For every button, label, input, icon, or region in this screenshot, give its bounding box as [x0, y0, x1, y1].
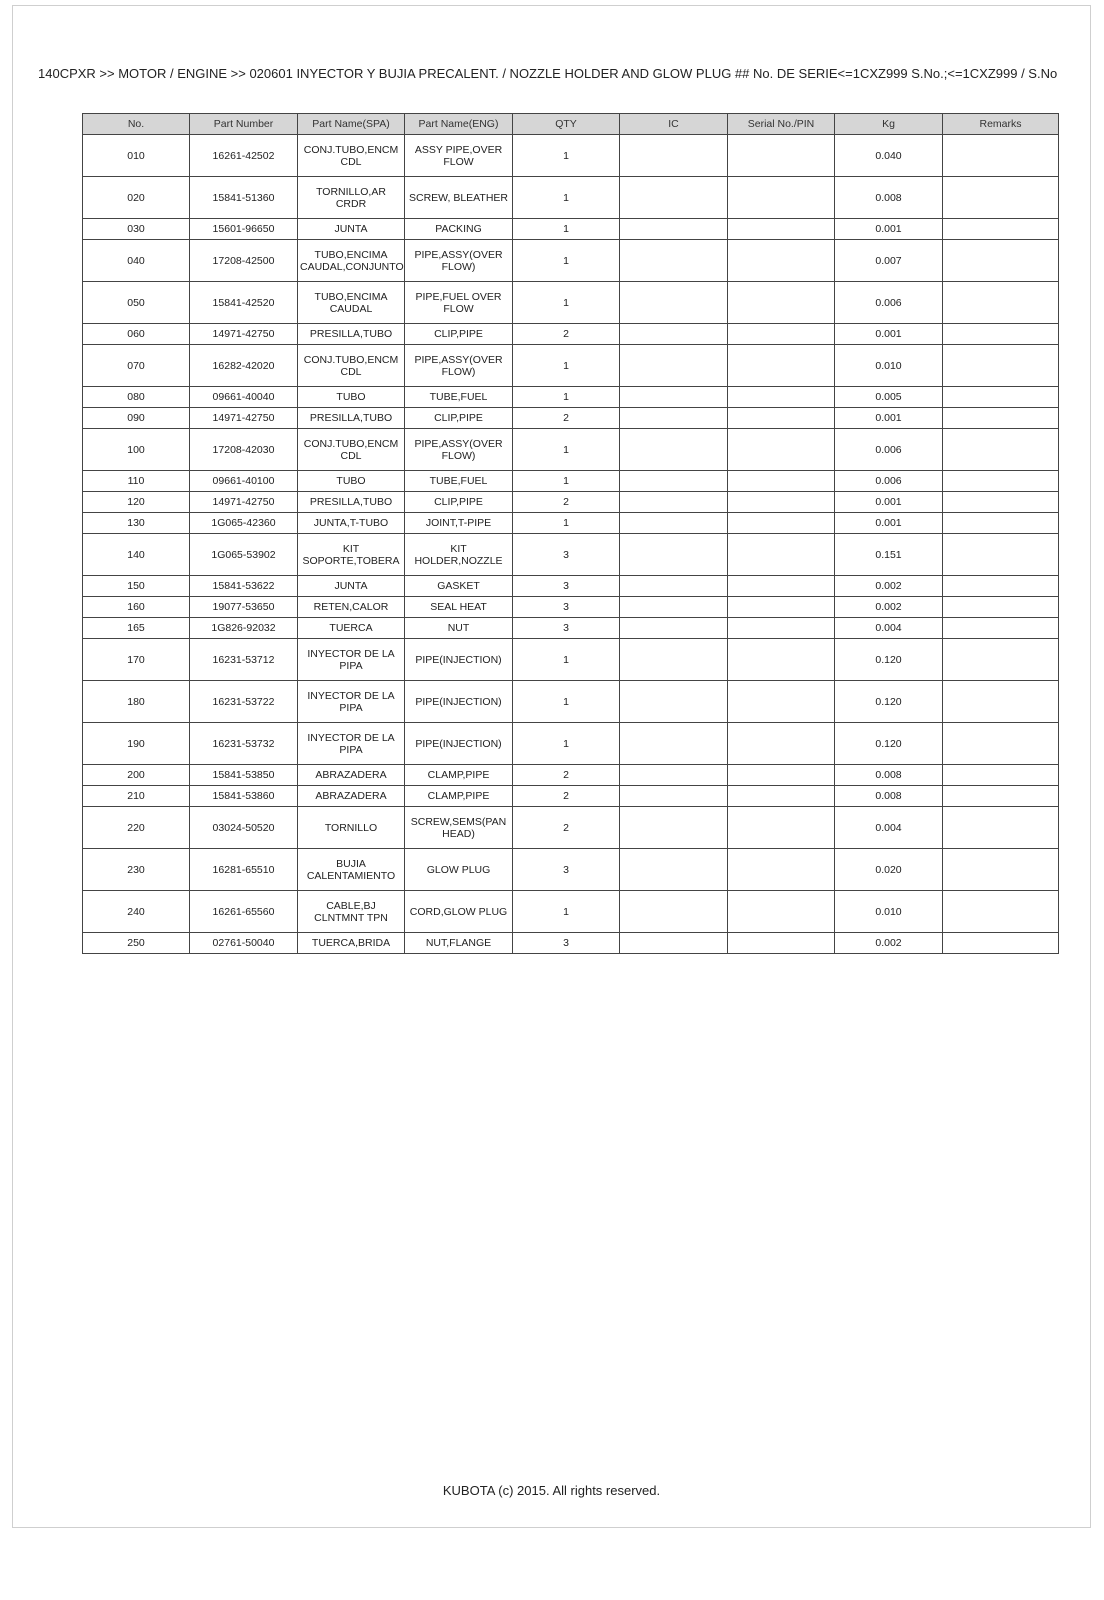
cell-part-number: 16231-53732: [190, 723, 298, 765]
cell-part-name-spa: JUNTA,T-TUBO: [298, 513, 405, 534]
header-no: No.: [83, 114, 190, 135]
cell-part-number: 16281-65510: [190, 849, 298, 891]
cell-no: 120: [83, 492, 190, 513]
cell-qty: 1: [513, 345, 620, 387]
cell-qty: 1: [513, 135, 620, 177]
cell-serial: [728, 597, 835, 618]
cell-part-number: 19077-53650: [190, 597, 298, 618]
cell-serial: [728, 240, 835, 282]
cell-part-name-eng: PACKING: [405, 219, 513, 240]
cell-remarks: [943, 471, 1059, 492]
page-title: 140CPXR >> MOTOR / ENGINE >> 020601 INYECTOR Y BUJIA PRECALENT. / NOZZLE HOLDER AND GLOW PLUG ## No. DE SERIE<=1CXZ999 S.No.;<=1CXZ999 / S.No: [38, 66, 1058, 81]
table-row: [83, 786, 1059, 807]
cell-qty: 1: [513, 891, 620, 933]
cell-part-name-spa: TUERCA,BRIDA: [298, 933, 405, 954]
table-row: [83, 513, 1059, 534]
cell-serial: [728, 408, 835, 429]
table-row: [83, 135, 1059, 177]
cell-kg: 0.001: [835, 219, 943, 240]
table-row: [83, 492, 1059, 513]
header-qty: QTY: [513, 114, 620, 135]
cell-part-name-eng: CLIP,PIPE: [405, 408, 513, 429]
cell-kg: 0.005: [835, 387, 943, 408]
cell-no: 050: [83, 282, 190, 324]
cell-part-number: 15841-42520: [190, 282, 298, 324]
cell-part-name-spa: CONJ.TUBO,ENCM CDL: [298, 345, 405, 387]
table-header-row: [83, 114, 1059, 135]
cell-part-number: 16261-42502: [190, 135, 298, 177]
cell-qty: 1: [513, 723, 620, 765]
cell-no: 110: [83, 471, 190, 492]
cell-part-number: 15841-53860: [190, 786, 298, 807]
cell-part-name-eng: GASKET: [405, 576, 513, 597]
cell-part-name-eng: ASSY PIPE,OVER FLOW: [405, 135, 513, 177]
document-page: [12, 5, 1091, 1528]
cell-serial: [728, 807, 835, 849]
cell-no: 030: [83, 219, 190, 240]
cell-ic: [620, 324, 728, 345]
header-serial: Serial No./PIN: [728, 114, 835, 135]
cell-remarks: [943, 807, 1059, 849]
cell-part-number: 09661-40040: [190, 387, 298, 408]
cell-part-number: 14971-42750: [190, 492, 298, 513]
cell-part-number: 15841-51360: [190, 177, 298, 219]
cell-part-number: 17208-42500: [190, 240, 298, 282]
cell-qty: 3: [513, 849, 620, 891]
cell-part-name-eng: JOINT,T-PIPE: [405, 513, 513, 534]
cell-kg: 0.120: [835, 723, 943, 765]
cell-part-name-eng: CLIP,PIPE: [405, 324, 513, 345]
cell-serial: [728, 576, 835, 597]
cell-no: 180: [83, 681, 190, 723]
cell-ic: [620, 471, 728, 492]
table-row: [83, 471, 1059, 492]
cell-ic: [620, 933, 728, 954]
cell-part-name-spa: BUJIA CALENTAMIENTO: [298, 849, 405, 891]
table-row: [83, 576, 1059, 597]
cell-part-number: 16231-53712: [190, 639, 298, 681]
cell-remarks: [943, 429, 1059, 471]
cell-qty: 1: [513, 387, 620, 408]
cell-qty: 3: [513, 534, 620, 576]
cell-remarks: [943, 513, 1059, 534]
cell-no: 130: [83, 513, 190, 534]
cell-part-name-spa: JUNTA: [298, 219, 405, 240]
cell-serial: [728, 849, 835, 891]
cell-part-name-spa: ABRAZADERA: [298, 786, 405, 807]
cell-serial: [728, 282, 835, 324]
copyright-footer: KUBOTA (c) 2015. All rights reserved.: [442, 1483, 661, 1498]
cell-part-name-spa: INYECTOR DE LA PIPA: [298, 681, 405, 723]
cell-remarks: [943, 765, 1059, 786]
cell-no: 090: [83, 408, 190, 429]
cell-kg: 0.006: [835, 282, 943, 324]
cell-ic: [620, 513, 728, 534]
cell-part-number: 15841-53850: [190, 765, 298, 786]
cell-no: 060: [83, 324, 190, 345]
cell-qty: 2: [513, 324, 620, 345]
cell-no: 010: [83, 135, 190, 177]
cell-part-number: 02761-50040: [190, 933, 298, 954]
table-row: [83, 534, 1059, 576]
cell-part-name-eng: PIPE,ASSY(OVER FLOW): [405, 240, 513, 282]
cell-part-name-eng: KIT HOLDER,NOZZLE: [405, 534, 513, 576]
cell-ic: [620, 240, 728, 282]
cell-part-number: 03024-50520: [190, 807, 298, 849]
cell-kg: 0.151: [835, 534, 943, 576]
cell-serial: [728, 786, 835, 807]
cell-part-name-spa: CONJ.TUBO,ENCM CDL: [298, 429, 405, 471]
cell-part-number: 1G065-53902: [190, 534, 298, 576]
cell-kg: 0.002: [835, 597, 943, 618]
cell-qty: 1: [513, 282, 620, 324]
cell-serial: [728, 534, 835, 576]
cell-ic: [620, 429, 728, 471]
cell-remarks: [943, 240, 1059, 282]
cell-part-number: 16282-42020: [190, 345, 298, 387]
cell-part-name-eng: CLAMP,PIPE: [405, 765, 513, 786]
cell-no: 190: [83, 723, 190, 765]
cell-qty: 3: [513, 576, 620, 597]
cell-no: 170: [83, 639, 190, 681]
cell-kg: 0.020: [835, 849, 943, 891]
cell-part-name-spa: JUNTA: [298, 576, 405, 597]
cell-qty: 3: [513, 597, 620, 618]
cell-remarks: [943, 576, 1059, 597]
cell-ic: [620, 387, 728, 408]
cell-kg: 0.010: [835, 891, 943, 933]
cell-ic: [620, 639, 728, 681]
header-remarks: Remarks: [943, 114, 1059, 135]
table-row: [83, 408, 1059, 429]
table-row: [83, 177, 1059, 219]
cell-kg: 0.006: [835, 429, 943, 471]
cell-remarks: [943, 282, 1059, 324]
cell-part-name-eng: PIPE,FUEL OVER FLOW: [405, 282, 513, 324]
cell-part-name-eng: PIPE(INJECTION): [405, 639, 513, 681]
header-part-number: Part Number: [190, 114, 298, 135]
cell-serial: [728, 177, 835, 219]
cell-no: 220: [83, 807, 190, 849]
cell-part-name-eng: PIPE,ASSY(OVER FLOW): [405, 345, 513, 387]
cell-remarks: [943, 324, 1059, 345]
cell-no: 100: [83, 429, 190, 471]
cell-kg: 0.007: [835, 240, 943, 282]
cell-serial: [728, 723, 835, 765]
cell-qty: 2: [513, 408, 620, 429]
cell-remarks: [943, 786, 1059, 807]
cell-part-number: 1G065-42360: [190, 513, 298, 534]
cell-serial: [728, 681, 835, 723]
cell-part-name-spa: CABLE,BJ CLNTMNT TPN: [298, 891, 405, 933]
cell-no: 020: [83, 177, 190, 219]
cell-serial: [728, 492, 835, 513]
cell-remarks: [943, 639, 1059, 681]
cell-serial: [728, 933, 835, 954]
table-row: [83, 723, 1059, 765]
cell-part-name-spa: TUBO,ENCIMA CAUDAL: [298, 282, 405, 324]
cell-remarks: [943, 597, 1059, 618]
cell-kg: 0.001: [835, 492, 943, 513]
cell-qty: 2: [513, 492, 620, 513]
table-row: [83, 891, 1059, 933]
parts-table-body: [83, 135, 1059, 954]
cell-part-number: 1G826-92032: [190, 618, 298, 639]
table-row: [83, 681, 1059, 723]
table-row: [83, 387, 1059, 408]
cell-serial: [728, 513, 835, 534]
cell-part-name-eng: CLAMP,PIPE: [405, 786, 513, 807]
cell-part-name-spa: TORNILLO: [298, 807, 405, 849]
cell-remarks: [943, 177, 1059, 219]
cell-ic: [620, 681, 728, 723]
cell-part-name-spa: TUERCA: [298, 618, 405, 639]
cell-part-name-spa: ABRAZADERA: [298, 765, 405, 786]
cell-kg: 0.120: [835, 681, 943, 723]
cell-part-name-spa: CONJ.TUBO,ENCM CDL: [298, 135, 405, 177]
cell-qty: 1: [513, 240, 620, 282]
table-row: [83, 282, 1059, 324]
cell-kg: 0.002: [835, 576, 943, 597]
cell-serial: [728, 891, 835, 933]
cell-ic: [620, 345, 728, 387]
cell-part-name-spa: PRESILLA,TUBO: [298, 492, 405, 513]
cell-no: 250: [83, 933, 190, 954]
cell-qty: 2: [513, 786, 620, 807]
cell-part-name-spa: TUBO,ENCIMA CAUDAL,CONJUNTO: [298, 240, 405, 282]
cell-remarks: [943, 408, 1059, 429]
cell-serial: [728, 387, 835, 408]
cell-qty: 3: [513, 618, 620, 639]
cell-no: 210: [83, 786, 190, 807]
cell-ic: [620, 765, 728, 786]
cell-kg: 0.001: [835, 408, 943, 429]
cell-part-name-spa: RETEN,CALOR: [298, 597, 405, 618]
cell-no: 140: [83, 534, 190, 576]
cell-no: 150: [83, 576, 190, 597]
cell-part-name-spa: INYECTOR DE LA PIPA: [298, 639, 405, 681]
table-row: [83, 765, 1059, 786]
cell-serial: [728, 345, 835, 387]
cell-kg: 0.008: [835, 177, 943, 219]
cell-ic: [620, 135, 728, 177]
cell-qty: 3: [513, 933, 620, 954]
cell-part-name-eng: TUBE,FUEL: [405, 387, 513, 408]
cell-remarks: [943, 618, 1059, 639]
cell-ic: [620, 408, 728, 429]
header-part-name-eng: Part Name(ENG): [405, 114, 513, 135]
cell-ic: [620, 534, 728, 576]
cell-part-name-eng: GLOW PLUG: [405, 849, 513, 891]
cell-ic: [620, 219, 728, 240]
cell-kg: 0.008: [835, 786, 943, 807]
parts-table: [82, 113, 1059, 954]
cell-part-number: 14971-42750: [190, 408, 298, 429]
table-row: [83, 219, 1059, 240]
cell-part-name-spa: TUBO: [298, 471, 405, 492]
cell-kg: 0.010: [835, 345, 943, 387]
cell-part-name-eng: PIPE(INJECTION): [405, 681, 513, 723]
cell-part-name-eng: CLIP,PIPE: [405, 492, 513, 513]
cell-serial: [728, 471, 835, 492]
cell-ic: [620, 177, 728, 219]
cell-part-name-eng: TUBE,FUEL: [405, 471, 513, 492]
cell-qty: 1: [513, 429, 620, 471]
table-row: [83, 597, 1059, 618]
cell-qty: 1: [513, 639, 620, 681]
cell-ic: [620, 618, 728, 639]
cell-serial: [728, 639, 835, 681]
cell-kg: 0.120: [835, 639, 943, 681]
cell-ic: [620, 576, 728, 597]
cell-remarks: [943, 135, 1059, 177]
cell-remarks: [943, 219, 1059, 240]
cell-serial: [728, 765, 835, 786]
cell-remarks: [943, 723, 1059, 765]
cell-no: 240: [83, 891, 190, 933]
header-ic: IC: [620, 114, 728, 135]
cell-part-name-eng: SCREW,SEMS(PAN HEAD): [405, 807, 513, 849]
cell-no: 070: [83, 345, 190, 387]
cell-qty: 1: [513, 471, 620, 492]
cell-ic: [620, 597, 728, 618]
cell-part-name-eng: PIPE(INJECTION): [405, 723, 513, 765]
table-row: [83, 933, 1059, 954]
cell-qty: 1: [513, 177, 620, 219]
cell-ic: [620, 492, 728, 513]
header-part-name-spa: Part Name(SPA): [298, 114, 405, 135]
header-kg: Kg: [835, 114, 943, 135]
cell-part-name-eng: SCREW, BLEATHER: [405, 177, 513, 219]
cell-remarks: [943, 891, 1059, 933]
cell-qty: 2: [513, 765, 620, 786]
cell-part-number: 14971-42750: [190, 324, 298, 345]
cell-serial: [728, 429, 835, 471]
cell-no: 230: [83, 849, 190, 891]
cell-part-name-eng: NUT: [405, 618, 513, 639]
cell-part-number: 16231-53722: [190, 681, 298, 723]
cell-remarks: [943, 534, 1059, 576]
table-row: [83, 345, 1059, 387]
cell-kg: 0.004: [835, 618, 943, 639]
cell-part-number: 15601-96650: [190, 219, 298, 240]
cell-qty: 1: [513, 681, 620, 723]
cell-ic: [620, 849, 728, 891]
cell-ic: [620, 723, 728, 765]
cell-kg: 0.001: [835, 513, 943, 534]
cell-part-number: 15841-53622: [190, 576, 298, 597]
table-row: [83, 240, 1059, 282]
cell-remarks: [943, 387, 1059, 408]
cell-kg: 0.040: [835, 135, 943, 177]
cell-ic: [620, 786, 728, 807]
cell-serial: [728, 618, 835, 639]
cell-kg: 0.002: [835, 933, 943, 954]
cell-kg: 0.006: [835, 471, 943, 492]
cell-remarks: [943, 345, 1059, 387]
cell-kg: 0.001: [835, 324, 943, 345]
table-row: [83, 618, 1059, 639]
table-row: [83, 849, 1059, 891]
cell-remarks: [943, 492, 1059, 513]
cell-part-name-spa: PRESILLA,TUBO: [298, 408, 405, 429]
table-row: [83, 324, 1059, 345]
cell-part-name-eng: NUT,FLANGE: [405, 933, 513, 954]
cell-part-name-spa: PRESILLA,TUBO: [298, 324, 405, 345]
cell-part-number: 17208-42030: [190, 429, 298, 471]
cell-kg: 0.008: [835, 765, 943, 786]
cell-no: 080: [83, 387, 190, 408]
table-row: [83, 429, 1059, 471]
cell-part-name-spa: TORNILLO,AR CRDR: [298, 177, 405, 219]
cell-part-name-spa: INYECTOR DE LA PIPA: [298, 723, 405, 765]
cell-serial: [728, 324, 835, 345]
cell-qty: 1: [513, 219, 620, 240]
cell-kg: 0.004: [835, 807, 943, 849]
cell-part-name-eng: SEAL HEAT: [405, 597, 513, 618]
cell-ic: [620, 282, 728, 324]
cell-part-name-eng: PIPE,ASSY(OVER FLOW): [405, 429, 513, 471]
cell-serial: [728, 135, 835, 177]
cell-no: 160: [83, 597, 190, 618]
cell-no: 040: [83, 240, 190, 282]
cell-part-number: 16261-65560: [190, 891, 298, 933]
cell-part-name-eng: CORD,GLOW PLUG: [405, 891, 513, 933]
cell-no: 165: [83, 618, 190, 639]
cell-remarks: [943, 849, 1059, 891]
cell-no: 200: [83, 765, 190, 786]
table-row: [83, 807, 1059, 849]
cell-serial: [728, 219, 835, 240]
cell-remarks: [943, 933, 1059, 954]
cell-part-number: 09661-40100: [190, 471, 298, 492]
cell-part-name-spa: KIT SOPORTE,TOBERA: [298, 534, 405, 576]
cell-qty: 2: [513, 807, 620, 849]
cell-ic: [620, 807, 728, 849]
cell-ic: [620, 891, 728, 933]
table-row: [83, 639, 1059, 681]
cell-qty: 1: [513, 513, 620, 534]
cell-part-name-spa: TUBO: [298, 387, 405, 408]
cell-remarks: [943, 681, 1059, 723]
